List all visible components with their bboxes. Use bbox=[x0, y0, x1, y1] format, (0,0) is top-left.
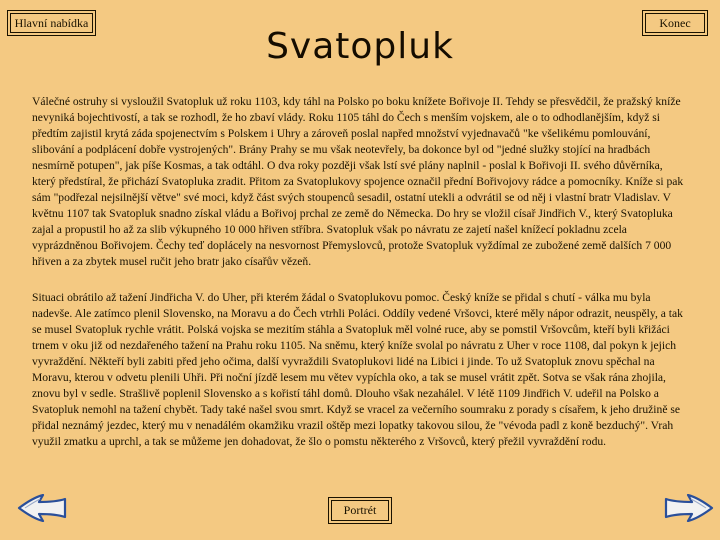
text-paragraph-2: Situaci obrátilo až tažení Jindřicha V. do Uher, při kterém žádal o Svatoplukovu pomoc. Český kníže se přidal s chutí - válka mu byla nadevše. Ale zatímco plenil Slovensko, na Moravu a do Čech vtrhli Poláci. Oddíly vedené Vršovci, které měly nápor odrazit, neuspěly, a tak se musel Svatopluk rychle vrátit. Polská vojska se mezitím stáhla a Svatopluk měl volné ruce, aby se pomstil Vršovcům, kteří byli křižáci trnem v oku již od nezdařeného tažení na Prahu roku 1105. Na sněmu, který kníže svolal po návratu z Uher v roce 1108, dal pokyn k jejich vyvraždění. Někteří byli zabiti před jeho očima, další vyvraždili Svatoplukovi lidé na Libici i jinde. To už Svatopluk znovu spěchal na Moravu, kterou v odvetu plenili Uhři. Při noční jízdě lesem mu větev vypíchla oko, a tak se musel vrátit zpět. Sotva se však rána zhojila, znovu byl v sedle. Strašlivě poplenil Slovensko a s kořistí táhl domů. Dlouho však nezahálel. V létě 1109 Jindřich V. udeřil na Polsko a Svatopluk nemohl na tažení chybět. Tady také našel svou smrt. Když se vracel za večerního soumraku z porady s císařem, k jeho družině se přidal neznámý jezdec, který mu v nenadálém okamžiku vrazil oštěp mezi lopatky takovou silou, že "vévoda padl z koně bezduchý". Vrah využil zmatku a uprchl, a tak se můžeme jen dohadovat, že šlo o pomstu některého z Vršovců, který přežil vyvraždění rodu. bbox=[32, 291, 683, 449]
portrait-label: Portrét bbox=[343, 503, 377, 517]
right-arrow-icon[interactable] bbox=[664, 494, 714, 522]
text-paragraph-1: Válečné ostruhy si vysloužil Svatopluk už roku 1103, kdy táhl na Polsko po boku knížete Bořivoje II. Tehdy se přesvědčil, že pražský kníže nevyniká bojechtivostí, a tak se rozhodl, že ho zbaví vlády. Roku 1105 táhl do Čech s menším vojskem, ale o to odhodlanějším, když si předtím zajistil krytá záda spojenectvím s Polskem i Uhry a zároveň poslal napřed množství vyjednavačů "ke všelikému pomlouvání, slibování a podplácení dobře vystrojených". Brány Prahy se mu však neotevřely, ba dokonce byl od "jedné služky stojící na hradbách nesmírně potupen", jak píše Kosmas, a tak odtáhl. O dva roky později však lstí své plány naplnil - poslal k Bořivoji II. svého důvěrníka, který předstíral, že přichází Svatopluka zradit. Přitom za Svatoplukovy spojence označil přední Bořivojovy rádce a pomocníky. Kníže si pak sám "podřezal nejsilnější větve" své moci, když část svých stoupenců sesadil, ostatní utekli a odvrátil se od něj i vlastní bratr Vladislav. V květnu 1107 tak Svatopluk snadno získal vládu a Bořivoj prchal ze země do Německa. Do hry se vložil císař Jindřich V., který Svatopluka zajal a propustil ho až za slib výkupného 10 000 hřiven stříbra. Svatopluk však po návratu ze zajetí našel knížecí pokladnu zcela vyprázdněnou Bořivojem. Čechy teď doplácely na nesvornost Přemyslovců, protože Svatopluk vyždímal ze zubožené země dalších 7 000 hřiven a za zbytek musel ručit jeho bratr jako císařův vězeň. bbox=[32, 95, 684, 269]
portrait-button[interactable] bbox=[331, 500, 389, 521]
end-label: Konec bbox=[659, 15, 691, 30]
page-title: Svatopluk bbox=[266, 26, 454, 67]
main-menu-label: Hlavní nabídka bbox=[14, 15, 89, 30]
left-arrow-icon[interactable] bbox=[17, 494, 67, 522]
